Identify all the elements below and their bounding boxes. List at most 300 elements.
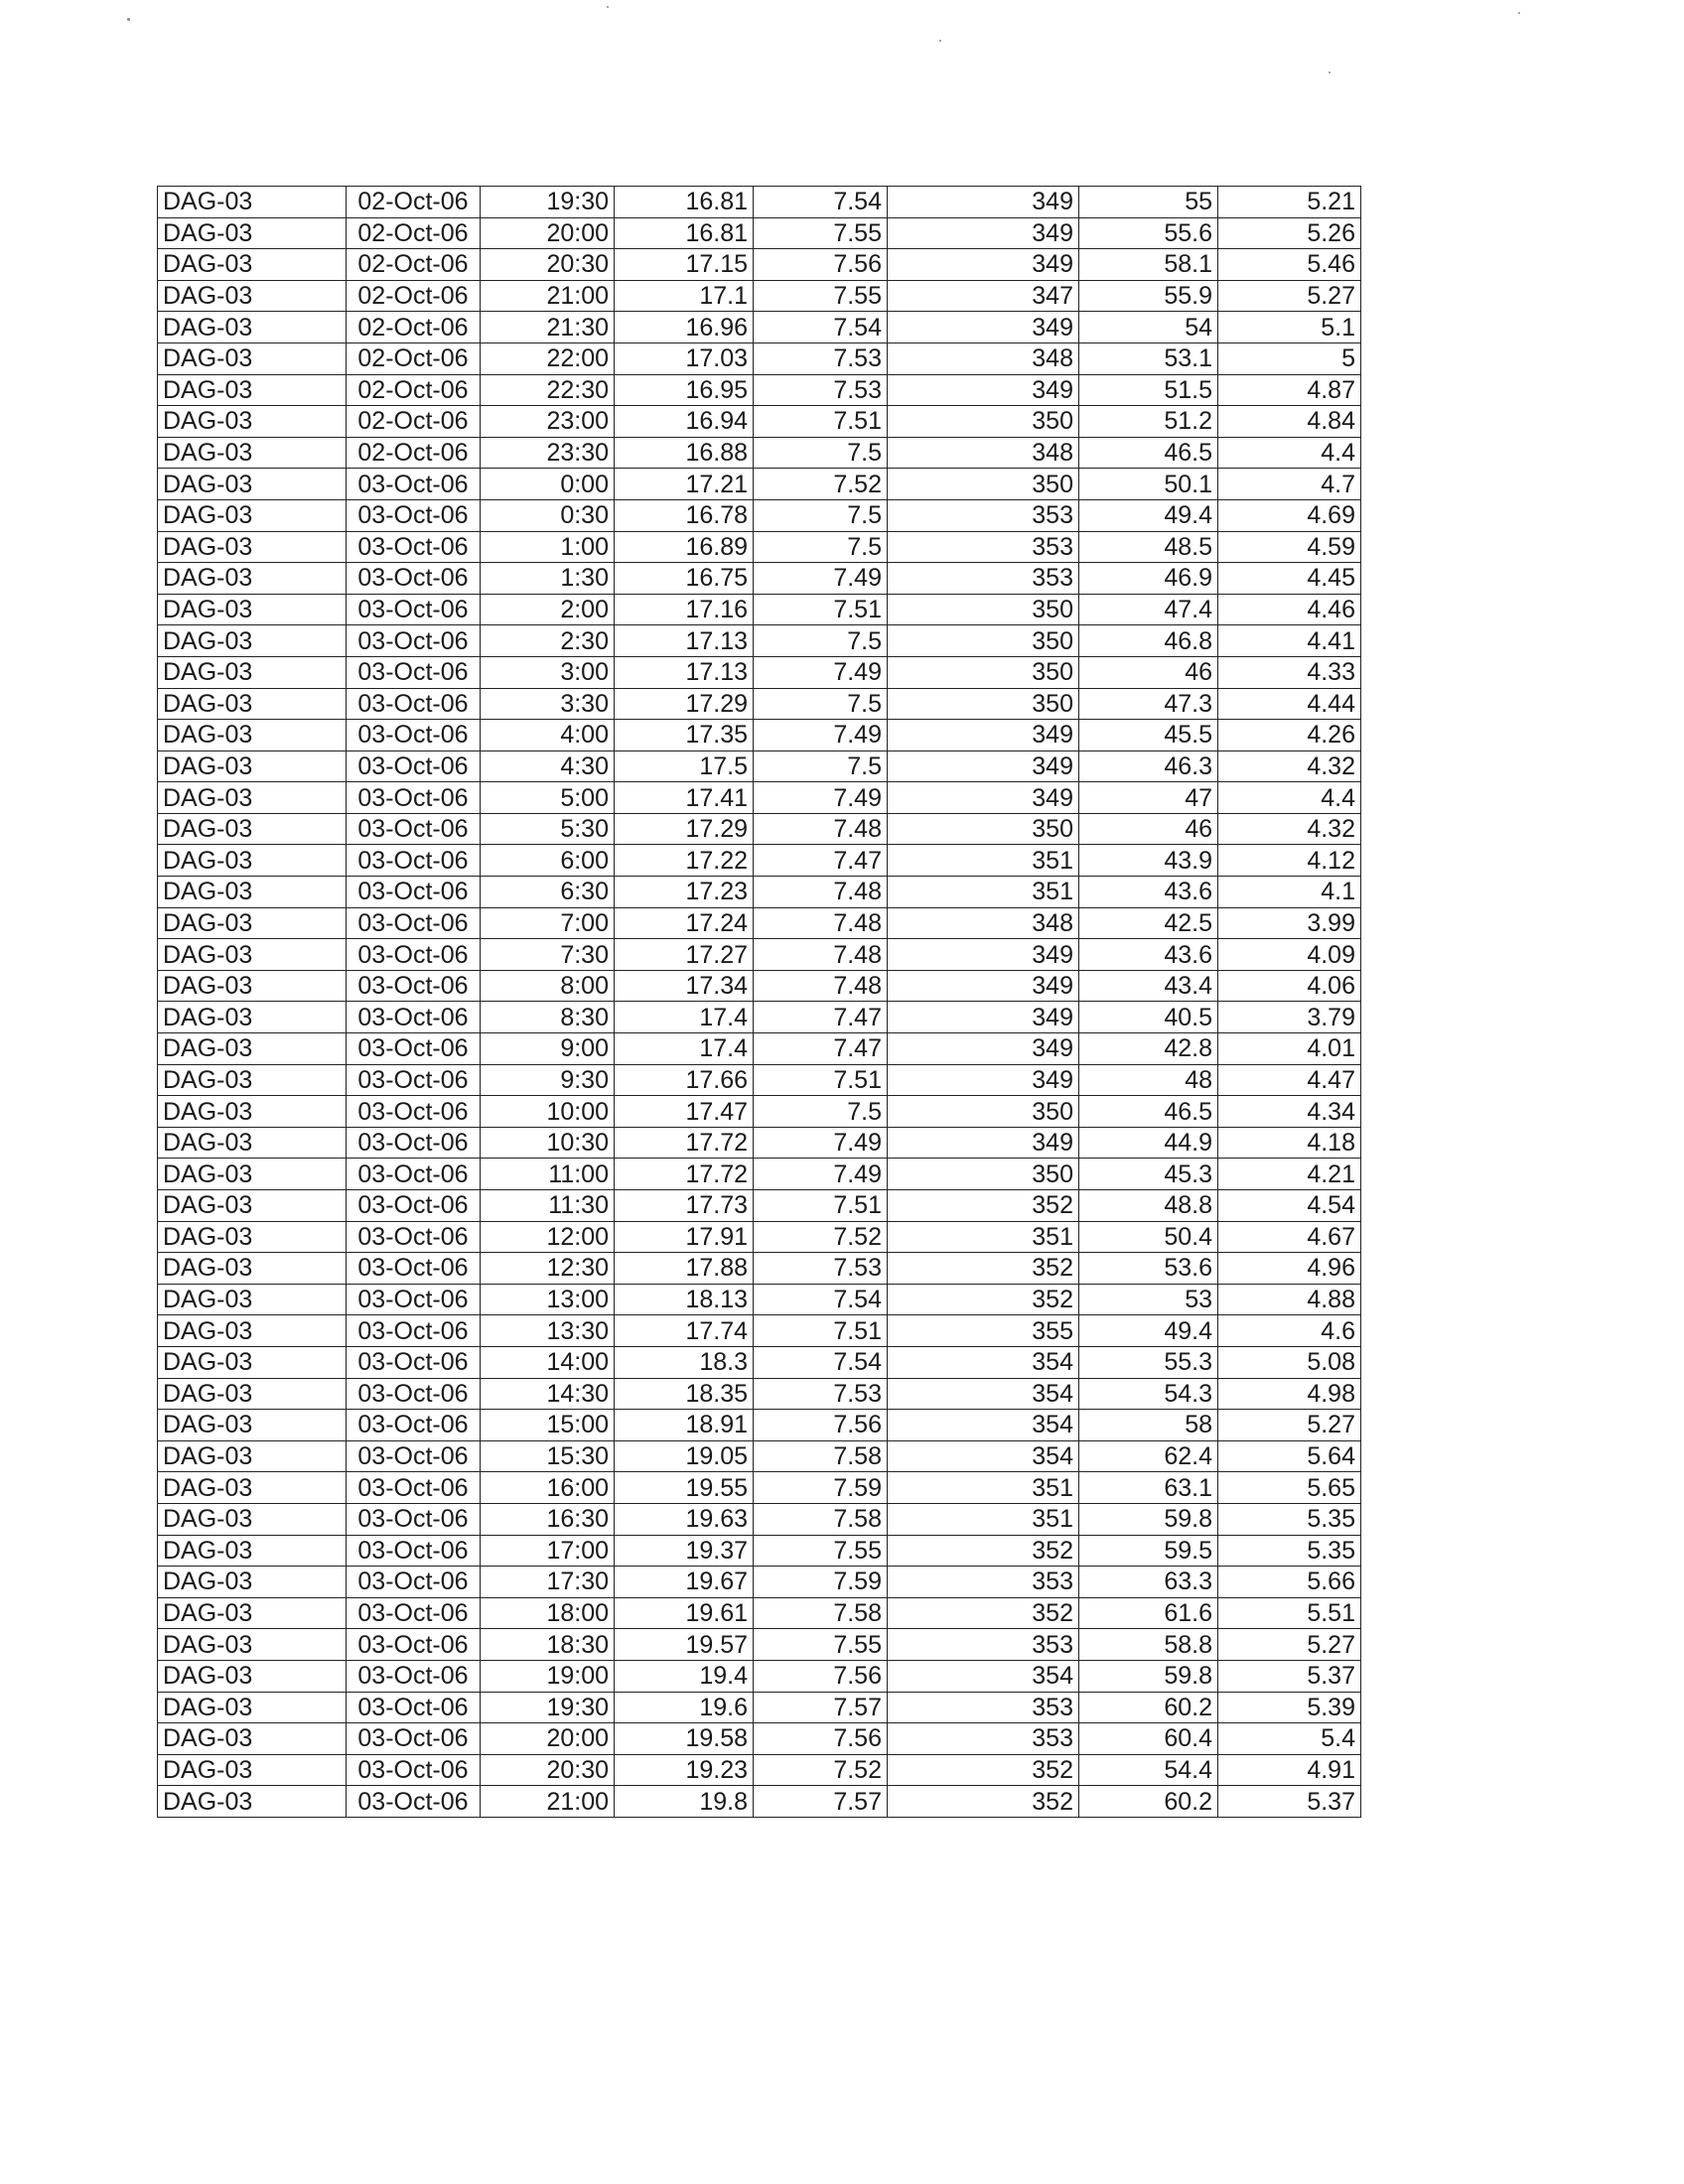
value-2-cell: 7.47 [754, 1002, 888, 1033]
value-1-cell: 17.74 [615, 1315, 754, 1347]
value-2-cell: 7.48 [754, 877, 888, 908]
station-id-cell: DAG-03 [158, 625, 347, 657]
date-cell: 02-Oct-06 [347, 187, 481, 218]
value-5-cell: 5.51 [1218, 1597, 1361, 1629]
date-cell: 03-Oct-06 [347, 1315, 481, 1347]
station-id-cell: DAG-03 [158, 1064, 347, 1096]
scan-speck [607, 6, 609, 8]
date-cell: 03-Oct-06 [347, 1597, 481, 1629]
table-row [158, 1440, 1361, 1472]
date-cell: 03-Oct-06 [347, 1535, 481, 1567]
table-row [158, 1190, 1361, 1222]
value-5-cell: 4.32 [1218, 751, 1361, 782]
value-4-cell: 42.8 [1079, 1033, 1218, 1065]
value-2-cell: 7.5 [754, 531, 888, 563]
value-3-cell: 350 [888, 1159, 1079, 1190]
value-1-cell: 17.15 [615, 249, 754, 281]
table-row [158, 187, 1361, 218]
scan-speck [1329, 71, 1331, 73]
value-5-cell: 5.4 [1218, 1723, 1361, 1755]
value-4-cell: 51.2 [1079, 406, 1218, 438]
station-id-cell: DAG-03 [158, 1315, 347, 1347]
date-cell: 03-Oct-06 [347, 1284, 481, 1315]
value-2-cell: 7.55 [754, 280, 888, 312]
value-3-cell: 350 [888, 813, 1079, 845]
table-row [158, 1315, 1361, 1347]
value-3-cell: 352 [888, 1190, 1079, 1222]
value-3-cell: 348 [888, 907, 1079, 939]
date-cell: 03-Oct-06 [347, 1159, 481, 1190]
data-table [157, 186, 1361, 1818]
value-4-cell: 54 [1079, 312, 1218, 343]
date-cell: 02-Oct-06 [347, 342, 481, 374]
value-5-cell: 4.88 [1218, 1284, 1361, 1315]
value-5-cell: 5.27 [1218, 1410, 1361, 1441]
time-cell: 15:30 [481, 1440, 615, 1472]
value-1-cell: 19.4 [615, 1660, 754, 1692]
station-id-cell: DAG-03 [158, 1472, 347, 1504]
value-2-cell: 7.5 [754, 1096, 888, 1128]
station-id-cell: DAG-03 [158, 1096, 347, 1128]
value-3-cell: 355 [888, 1315, 1079, 1347]
table-row [158, 688, 1361, 720]
value-3-cell: 350 [888, 406, 1079, 438]
value-2-cell: 7.49 [754, 1159, 888, 1190]
value-2-cell: 7.54 [754, 1346, 888, 1378]
date-cell: 03-Oct-06 [347, 1567, 481, 1598]
value-4-cell: 46 [1079, 813, 1218, 845]
table-row [158, 970, 1361, 1002]
value-2-cell: 7.55 [754, 217, 888, 249]
date-cell: 03-Oct-06 [347, 1503, 481, 1535]
time-cell: 21:30 [481, 312, 615, 343]
value-5-cell: 5.35 [1218, 1503, 1361, 1535]
date-cell: 03-Oct-06 [347, 1754, 481, 1786]
station-id-cell: DAG-03 [158, 1127, 347, 1159]
date-cell: 03-Oct-06 [347, 1660, 481, 1692]
time-cell: 9:30 [481, 1064, 615, 1096]
value-4-cell: 49.4 [1079, 499, 1218, 531]
station-id-cell: DAG-03 [158, 1410, 347, 1441]
date-cell: 03-Oct-06 [347, 1033, 481, 1065]
time-cell: 11:30 [481, 1190, 615, 1222]
value-1-cell: 18.35 [615, 1378, 754, 1410]
time-cell: 13:30 [481, 1315, 615, 1347]
value-5-cell: 3.79 [1218, 1002, 1361, 1033]
value-2-cell: 7.52 [754, 469, 888, 500]
value-5-cell: 5.66 [1218, 1567, 1361, 1598]
value-2-cell: 7.48 [754, 970, 888, 1002]
table-row [158, 1472, 1361, 1504]
value-2-cell: 7.5 [754, 625, 888, 657]
value-1-cell: 16.75 [615, 563, 754, 595]
station-id-cell: DAG-03 [158, 1723, 347, 1755]
time-cell: 21:00 [481, 1786, 615, 1818]
value-2-cell: 7.52 [754, 1754, 888, 1786]
value-5-cell: 5.21 [1218, 187, 1361, 218]
value-1-cell: 17.1 [615, 280, 754, 312]
table-row [158, 1096, 1361, 1128]
value-4-cell: 53 [1079, 1284, 1218, 1315]
value-4-cell: 43.4 [1079, 970, 1218, 1002]
value-3-cell: 353 [888, 499, 1079, 531]
value-1-cell: 19.23 [615, 1754, 754, 1786]
value-4-cell: 63.1 [1079, 1472, 1218, 1504]
value-4-cell: 61.6 [1079, 1597, 1218, 1629]
value-1-cell: 17.73 [615, 1190, 754, 1222]
value-1-cell: 17.72 [615, 1159, 754, 1190]
time-cell: 2:30 [481, 625, 615, 657]
station-id-cell: DAG-03 [158, 1535, 347, 1567]
value-1-cell: 17.66 [615, 1064, 754, 1096]
date-cell: 02-Oct-06 [347, 217, 481, 249]
value-2-cell: 7.59 [754, 1472, 888, 1504]
date-cell: 03-Oct-06 [347, 499, 481, 531]
value-1-cell: 17.21 [615, 469, 754, 500]
station-id-cell: DAG-03 [158, 1033, 347, 1065]
time-cell: 1:30 [481, 563, 615, 595]
value-5-cell: 5.1 [1218, 312, 1361, 343]
table-row [158, 813, 1361, 845]
value-2-cell: 7.54 [754, 312, 888, 343]
station-id-cell: DAG-03 [158, 280, 347, 312]
table-row [158, 625, 1361, 657]
time-cell: 23:30 [481, 437, 615, 469]
value-3-cell: 353 [888, 1629, 1079, 1661]
table-body [158, 187, 1361, 1818]
date-cell: 03-Oct-06 [347, 813, 481, 845]
value-1-cell: 17.35 [615, 720, 754, 751]
station-id-cell: DAG-03 [158, 1440, 347, 1472]
value-4-cell: 59.5 [1079, 1535, 1218, 1567]
date-cell: 02-Oct-06 [347, 280, 481, 312]
time-cell: 3:00 [481, 656, 615, 688]
value-3-cell: 352 [888, 1786, 1079, 1818]
table-row [158, 563, 1361, 595]
value-4-cell: 43.9 [1079, 845, 1218, 877]
time-cell: 20:30 [481, 1754, 615, 1786]
value-4-cell: 58.1 [1079, 249, 1218, 281]
value-4-cell: 51.5 [1079, 374, 1218, 406]
date-cell: 03-Oct-06 [347, 531, 481, 563]
scan-speck [939, 40, 941, 42]
value-3-cell: 352 [888, 1597, 1079, 1629]
value-5-cell: 5.26 [1218, 217, 1361, 249]
table-row [158, 1597, 1361, 1629]
value-1-cell: 17.24 [615, 907, 754, 939]
table-row [158, 217, 1361, 249]
value-5-cell: 5.39 [1218, 1692, 1361, 1723]
date-cell: 03-Oct-06 [347, 1692, 481, 1723]
value-1-cell: 16.88 [615, 437, 754, 469]
table-row [158, 1786, 1361, 1818]
value-1-cell: 17.16 [615, 594, 754, 625]
value-4-cell: 62.4 [1079, 1440, 1218, 1472]
time-cell: 9:00 [481, 1033, 615, 1065]
value-1-cell: 16.95 [615, 374, 754, 406]
value-1-cell: 17.13 [615, 625, 754, 657]
table-row [158, 1159, 1361, 1190]
value-5-cell: 4.1 [1218, 877, 1361, 908]
date-cell: 02-Oct-06 [347, 312, 481, 343]
value-2-cell: 7.47 [754, 1033, 888, 1065]
value-3-cell: 349 [888, 249, 1079, 281]
value-4-cell: 54.4 [1079, 1754, 1218, 1786]
value-1-cell: 16.89 [615, 531, 754, 563]
value-5-cell: 4.7 [1218, 469, 1361, 500]
value-2-cell: 7.53 [754, 374, 888, 406]
station-id-cell: DAG-03 [158, 970, 347, 1002]
value-3-cell: 350 [888, 656, 1079, 688]
value-2-cell: 7.5 [754, 499, 888, 531]
value-3-cell: 349 [888, 312, 1079, 343]
value-3-cell: 352 [888, 1284, 1079, 1315]
table-row [158, 907, 1361, 939]
station-id-cell: DAG-03 [158, 249, 347, 281]
value-5-cell: 5.27 [1218, 280, 1361, 312]
time-cell: 5:00 [481, 782, 615, 814]
time-cell: 23:00 [481, 406, 615, 438]
station-id-cell: DAG-03 [158, 907, 347, 939]
value-3-cell: 354 [888, 1346, 1079, 1378]
time-cell: 7:00 [481, 907, 615, 939]
value-3-cell: 354 [888, 1410, 1079, 1441]
time-cell: 6:30 [481, 877, 615, 908]
station-id-cell: DAG-03 [158, 1786, 347, 1818]
station-id-cell: DAG-03 [158, 1692, 347, 1723]
station-id-cell: DAG-03 [158, 1378, 347, 1410]
time-cell: 12:00 [481, 1221, 615, 1253]
time-cell: 4:30 [481, 751, 615, 782]
value-2-cell: 7.49 [754, 563, 888, 595]
value-5-cell: 4.46 [1218, 594, 1361, 625]
value-2-cell: 7.49 [754, 656, 888, 688]
value-1-cell: 18.91 [615, 1410, 754, 1441]
value-1-cell: 17.72 [615, 1127, 754, 1159]
value-5-cell: 4.4 [1218, 782, 1361, 814]
time-cell: 21:00 [481, 280, 615, 312]
station-id-cell: DAG-03 [158, 939, 347, 971]
value-5-cell: 4.47 [1218, 1064, 1361, 1096]
value-4-cell: 47.4 [1079, 594, 1218, 625]
value-1-cell: 19.05 [615, 1440, 754, 1472]
value-5-cell: 4.06 [1218, 970, 1361, 1002]
value-4-cell: 59.8 [1079, 1660, 1218, 1692]
station-id-cell: DAG-03 [158, 1221, 347, 1253]
value-3-cell: 349 [888, 939, 1079, 971]
table-row [158, 1284, 1361, 1315]
table-row [158, 1378, 1361, 1410]
table-row [158, 720, 1361, 751]
value-4-cell: 46.5 [1079, 1096, 1218, 1128]
value-1-cell: 17.91 [615, 1221, 754, 1253]
value-4-cell: 53.1 [1079, 342, 1218, 374]
value-2-cell: 7.49 [754, 782, 888, 814]
value-5-cell: 4.54 [1218, 1190, 1361, 1222]
date-cell: 03-Oct-06 [347, 1629, 481, 1661]
table-row [158, 939, 1361, 971]
value-5-cell: 4.59 [1218, 531, 1361, 563]
value-5-cell: 4.45 [1218, 563, 1361, 595]
value-3-cell: 350 [888, 625, 1079, 657]
time-cell: 10:30 [481, 1127, 615, 1159]
date-cell: 03-Oct-06 [347, 656, 481, 688]
value-1-cell: 17.47 [615, 1096, 754, 1128]
time-cell: 7:30 [481, 939, 615, 971]
value-4-cell: 47.3 [1079, 688, 1218, 720]
value-4-cell: 49.4 [1079, 1315, 1218, 1347]
station-id-cell: DAG-03 [158, 374, 347, 406]
value-3-cell: 349 [888, 970, 1079, 1002]
value-2-cell: 7.58 [754, 1440, 888, 1472]
value-3-cell: 349 [888, 1064, 1079, 1096]
value-2-cell: 7.56 [754, 1660, 888, 1692]
value-1-cell: 17.29 [615, 688, 754, 720]
value-2-cell: 7.53 [754, 1253, 888, 1285]
value-4-cell: 43.6 [1079, 877, 1218, 908]
value-4-cell: 55.9 [1079, 280, 1218, 312]
value-2-cell: 7.54 [754, 1284, 888, 1315]
value-5-cell: 4.12 [1218, 845, 1361, 877]
table-row [158, 531, 1361, 563]
value-3-cell: 349 [888, 1002, 1079, 1033]
date-cell: 03-Oct-06 [347, 688, 481, 720]
value-5-cell: 4.4 [1218, 437, 1361, 469]
station-id-cell: DAG-03 [158, 563, 347, 595]
value-5-cell: 5.46 [1218, 249, 1361, 281]
value-5-cell: 4.6 [1218, 1315, 1361, 1347]
value-2-cell: 7.51 [754, 406, 888, 438]
value-2-cell: 7.53 [754, 342, 888, 374]
table-row [158, 249, 1361, 281]
time-cell: 20:00 [481, 1723, 615, 1755]
time-cell: 12:30 [481, 1253, 615, 1285]
table-row [158, 1535, 1361, 1567]
station-id-cell: DAG-03 [158, 1159, 347, 1190]
date-cell: 02-Oct-06 [347, 249, 481, 281]
value-5-cell: 5.08 [1218, 1346, 1361, 1378]
value-2-cell: 7.48 [754, 813, 888, 845]
time-cell: 16:00 [481, 1472, 615, 1504]
station-id-cell: DAG-03 [158, 217, 347, 249]
value-1-cell: 17.5 [615, 751, 754, 782]
time-cell: 1:00 [481, 531, 615, 563]
date-cell: 03-Oct-06 [347, 1410, 481, 1441]
date-cell: 03-Oct-06 [347, 907, 481, 939]
value-5-cell: 5.37 [1218, 1660, 1361, 1692]
value-2-cell: 7.56 [754, 1723, 888, 1755]
value-1-cell: 18.3 [615, 1346, 754, 1378]
date-cell: 03-Oct-06 [347, 1096, 481, 1128]
value-3-cell: 348 [888, 437, 1079, 469]
value-4-cell: 40.5 [1079, 1002, 1218, 1033]
date-cell: 03-Oct-06 [347, 845, 481, 877]
table-row [158, 469, 1361, 500]
time-cell: 19:30 [481, 1692, 615, 1723]
value-4-cell: 46.9 [1079, 563, 1218, 595]
value-3-cell: 352 [888, 1754, 1079, 1786]
value-2-cell: 7.5 [754, 688, 888, 720]
value-5-cell: 5.37 [1218, 1786, 1361, 1818]
value-3-cell: 353 [888, 1567, 1079, 1598]
value-3-cell: 349 [888, 217, 1079, 249]
station-id-cell: DAG-03 [158, 688, 347, 720]
table-row [158, 1253, 1361, 1285]
date-cell: 03-Oct-06 [347, 469, 481, 500]
value-4-cell: 63.3 [1079, 1567, 1218, 1598]
value-5-cell: 4.09 [1218, 939, 1361, 971]
value-1-cell: 19.61 [615, 1597, 754, 1629]
value-4-cell: 55.6 [1079, 217, 1218, 249]
value-4-cell: 45.3 [1079, 1159, 1218, 1190]
value-3-cell: 350 [888, 469, 1079, 500]
time-cell: 8:30 [481, 1002, 615, 1033]
table-row [158, 1660, 1361, 1692]
value-2-cell: 7.5 [754, 437, 888, 469]
date-cell: 03-Oct-06 [347, 1127, 481, 1159]
value-1-cell: 16.81 [615, 217, 754, 249]
station-id-cell: DAG-03 [158, 813, 347, 845]
table-row [158, 1754, 1361, 1786]
station-id-cell: DAG-03 [158, 1190, 347, 1222]
value-3-cell: 353 [888, 531, 1079, 563]
value-5-cell: 4.96 [1218, 1253, 1361, 1285]
date-cell: 03-Oct-06 [347, 563, 481, 595]
value-5-cell: 4.21 [1218, 1159, 1361, 1190]
value-3-cell: 353 [888, 1723, 1079, 1755]
value-3-cell: 351 [888, 845, 1079, 877]
date-cell: 03-Oct-06 [347, 1786, 481, 1818]
station-id-cell: DAG-03 [158, 437, 347, 469]
value-4-cell: 46.5 [1079, 437, 1218, 469]
scan-speck [127, 18, 130, 21]
time-cell: 17:30 [481, 1567, 615, 1598]
value-4-cell: 42.5 [1079, 907, 1218, 939]
time-cell: 3:30 [481, 688, 615, 720]
date-cell: 03-Oct-06 [347, 1440, 481, 1472]
value-1-cell: 16.96 [615, 312, 754, 343]
value-2-cell: 7.49 [754, 720, 888, 751]
value-5-cell: 4.18 [1218, 1127, 1361, 1159]
value-5-cell: 5 [1218, 342, 1361, 374]
date-cell: 03-Oct-06 [347, 782, 481, 814]
value-4-cell: 59.8 [1079, 1503, 1218, 1535]
table-row [158, 280, 1361, 312]
time-cell: 20:30 [481, 249, 615, 281]
value-5-cell: 4.33 [1218, 656, 1361, 688]
station-id-cell: DAG-03 [158, 1284, 347, 1315]
station-id-cell: DAG-03 [158, 656, 347, 688]
date-cell: 03-Oct-06 [347, 939, 481, 971]
station-id-cell: DAG-03 [158, 1346, 347, 1378]
time-cell: 4:00 [481, 720, 615, 751]
time-cell: 14:00 [481, 1346, 615, 1378]
value-3-cell: 349 [888, 1033, 1079, 1065]
table-row [158, 877, 1361, 908]
value-4-cell: 58 [1079, 1410, 1218, 1441]
time-cell: 5:30 [481, 813, 615, 845]
value-4-cell: 60.2 [1079, 1692, 1218, 1723]
value-3-cell: 349 [888, 374, 1079, 406]
value-4-cell: 55.3 [1079, 1346, 1218, 1378]
time-cell: 11:00 [481, 1159, 615, 1190]
time-cell: 2:00 [481, 594, 615, 625]
value-3-cell: 350 [888, 594, 1079, 625]
value-1-cell: 16.81 [615, 187, 754, 218]
station-id-cell: DAG-03 [158, 782, 347, 814]
value-1-cell: 17.41 [615, 782, 754, 814]
value-1-cell: 18.13 [615, 1284, 754, 1315]
